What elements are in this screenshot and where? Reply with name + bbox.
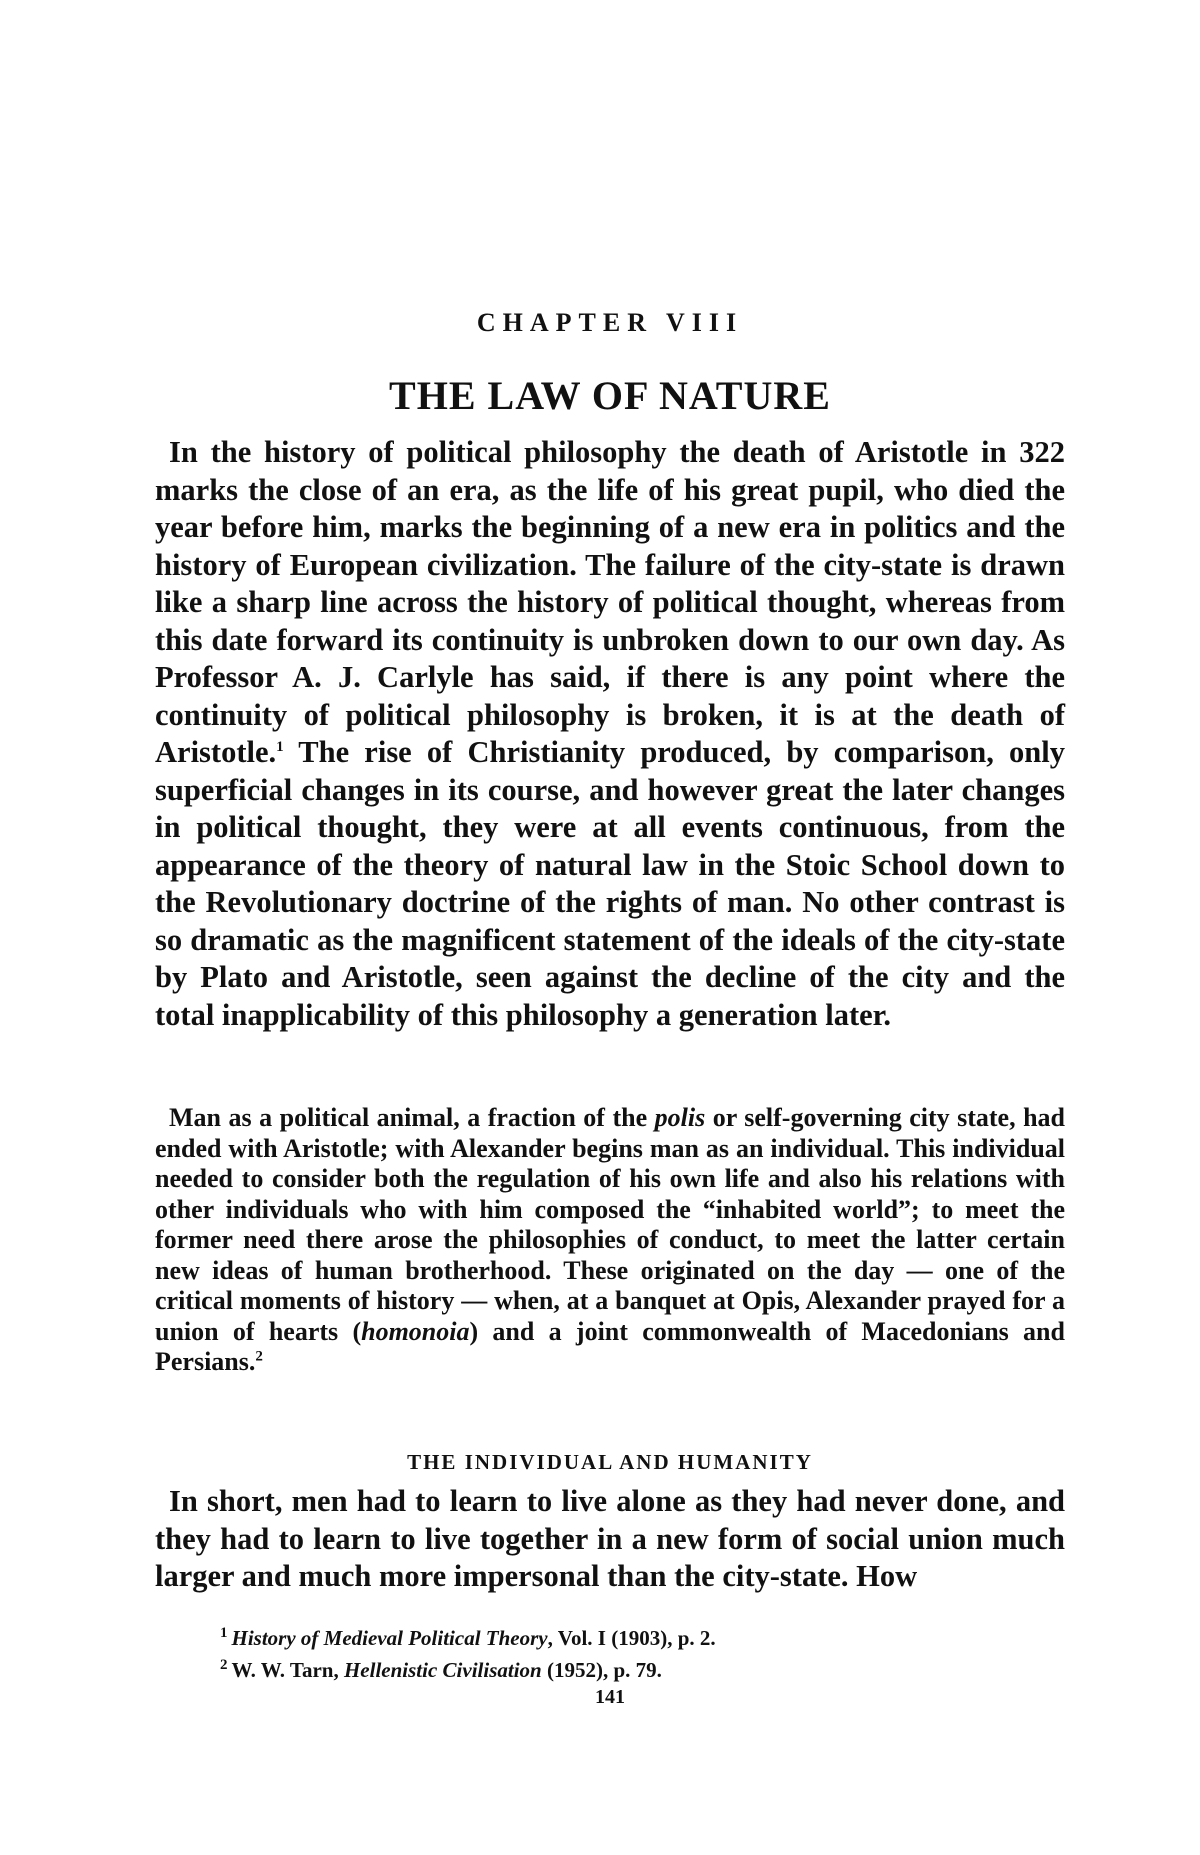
paragraph-1-text-b: The rise of Christianity produced, by comparison, only superficial changes in its course, and however great the later changes in political thought, they were at all events continuous, from the appearance of the theory of natural law in the Stoic School down to the Revolutionary doctrine of the rights of man. No other contrast is so dramatic as the magnificent statement of the ideals of the city-state by Plato and Aristotle, seen against the decline of the city and the total inapplicability of this philosophy a generation later. [155,735,1065,1032]
chapter-number: CHAPTER VIII [476,308,744,337]
footnote-1-rest: , Vol. I (1903), p. 2. [547,1626,716,1650]
paragraph-2-text-b: or self-governing city state, had ended with Aristotle; with Alexander begins man as an individual. This individual needed to consider both the regulation of his own life and also his relations with other individuals who with him composed the “inhabited world”; to meet the former need there arose the philosophies of conduct, to meet the latter certain new ideas of human brotherhood. These originated on the day — one of the critical moments of history — when, at a banquet at Opis, Alexander prayed for a union of hearts ( [155,1103,1066,1346]
footnote-2-title: Hellenistic Civilisation [343,1658,542,1682]
paragraph-2-text-c: ) and a joint commonwealth of Macedonians and Persians. [155,1316,1065,1376]
paragraph-2-text-a: Man as a political animal, a fraction of the [169,1103,655,1132]
paragraph-1 [155,434,1065,1034]
footnote-1-title: History of Medieval Political Theory [231,1626,548,1650]
footnote-2 [220,1652,1020,1684]
footnote-1 [220,1620,1020,1652]
footnote-1-mark: 1 [220,1625,228,1641]
paragraph-1-text-a: In the history of political philosophy the death of Aristotle in 322 marks the close of an era, as the life of his great pupil, who died the year before him, marks the beginning of a new era in politics and the history of European civilization. The failure of the city-state is drawn like a sharp line across the history of political thought, whereas from this date forward its continuity is unbroken down to our own day. As Professor A. J. Carlyle has said, if there is any point where the continuity of political philosophy is broken, it is at the death of Aristotle. [155,435,1065,769]
footnote-ref-2: 2 [255,1348,263,1365]
footnote-2-prefix: W. W. Tarn, [231,1658,344,1682]
chapter-title: THE LAW OF NATURE [389,373,831,418]
page-number: 141 [595,1686,625,1708]
paragraph-3: In short, men had to learn to live alone as they had never done, and they had to learn to live together in a new form of social union much larger and much more impersonal than the city-state. How [155,1484,1065,1593]
footnotes [220,1620,1020,1684]
polis-word: polis [654,1103,706,1132]
section-heading: THE INDIVIDUAL AND HUMANITY [407,1450,813,1474]
footnote-2-rest: (1952), p. 79. [541,1658,662,1682]
paragraph-2 [155,1103,1065,1378]
homonoia-word: homonoia [361,1316,470,1346]
footnote-2-mark: 2 [220,1657,228,1673]
footnote-ref-1: 1 [276,738,284,755]
